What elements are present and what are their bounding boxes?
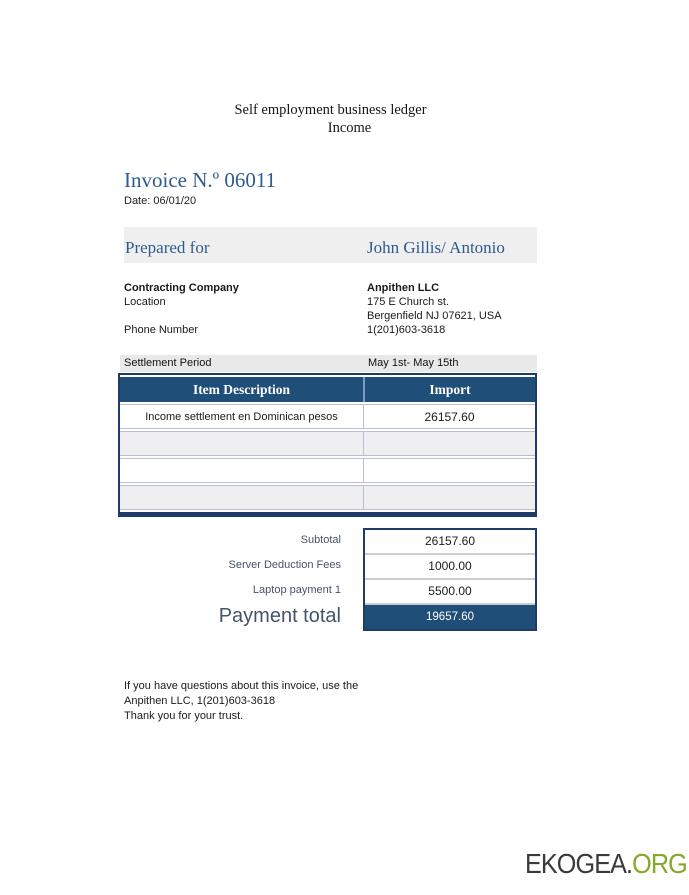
footer-note	[124, 679, 358, 724]
document-title	[124, 101, 537, 137]
contracting-company-label: Contracting Company	[124, 282, 239, 294]
footer-line1: If you have questions about this invoice, use the	[124, 680, 359, 692]
laptop-payment-label: Laptop payment 1	[252, 584, 341, 596]
ekogea-logo	[525, 848, 687, 880]
totals-section	[124, 528, 537, 631]
provider-phone: 1(201)603-3618	[367, 324, 446, 336]
client-name: John Gillis/ Antonio	[367, 238, 505, 257]
location-label: Location	[124, 296, 166, 308]
totals-labels	[124, 528, 363, 631]
item-import-cell	[363, 458, 535, 483]
provider-name: Anpithen LLC	[367, 282, 440, 294]
contracting-company-block	[124, 281, 344, 337]
import-header: Import	[363, 377, 535, 402]
item-description-cell	[120, 485, 363, 510]
subtotal-value: 26157.60	[365, 530, 535, 555]
table-row	[120, 431, 535, 456]
footer-line3: Thank you for your trust.	[124, 710, 244, 722]
item-import-cell	[363, 485, 535, 510]
settlement-period-label: Settlement Period	[124, 357, 212, 369]
payment-total-value: 19657.60	[365, 605, 535, 629]
address-spacer	[124, 309, 344, 323]
item-description-header: Item Description	[120, 377, 363, 402]
table-row	[120, 485, 535, 510]
settlement-period-bar	[120, 355, 537, 372]
item-import-cell: 26157.60	[363, 404, 535, 429]
document-title-line1: Self employment business ledger	[234, 102, 427, 118]
prepared-for-bar	[124, 227, 537, 263]
totals-values-box	[363, 528, 537, 631]
logo-tld-text: ORG	[632, 848, 687, 879]
provider-address-line2: Bergenfield NJ 07621, USA	[367, 310, 502, 322]
table-row	[120, 404, 535, 429]
footer-line2: Anpithen LLC, 1(201)603-3618	[124, 695, 276, 707]
table-row	[120, 458, 535, 483]
invoice-date: Date: 06/01/20	[124, 195, 197, 207]
item-description-cell	[120, 431, 363, 456]
server-deduction-fees-value: 1000.00	[365, 555, 535, 580]
items-table-header-row	[120, 377, 535, 402]
settlement-period-value: May 1st- May 15th	[368, 357, 459, 369]
server-deduction-fees-label: Server Deduction Fees	[228, 559, 341, 571]
item-description-cell	[120, 458, 363, 483]
provider-address-line1: 175 E Church st.	[367, 296, 449, 308]
invoice-number: Invoice N.º 06011	[124, 168, 277, 192]
provider-block	[367, 281, 537, 337]
laptop-payment-value: 5500.00	[365, 580, 535, 605]
logo-name-text: EKOGEA.	[525, 848, 633, 879]
items-table	[120, 375, 535, 512]
phone-number-label: Phone Number	[124, 324, 198, 336]
items-table-container	[118, 373, 537, 517]
document-title-line2: Income	[327, 120, 372, 136]
prepared-for-label: Prepared for	[125, 238, 210, 257]
item-description-cell: Income settlement en Dominican pesos	[120, 404, 363, 429]
subtotal-label: Subtotal	[300, 534, 341, 546]
item-import-cell	[363, 431, 535, 456]
payment-total-label: Payment total	[218, 605, 341, 627]
